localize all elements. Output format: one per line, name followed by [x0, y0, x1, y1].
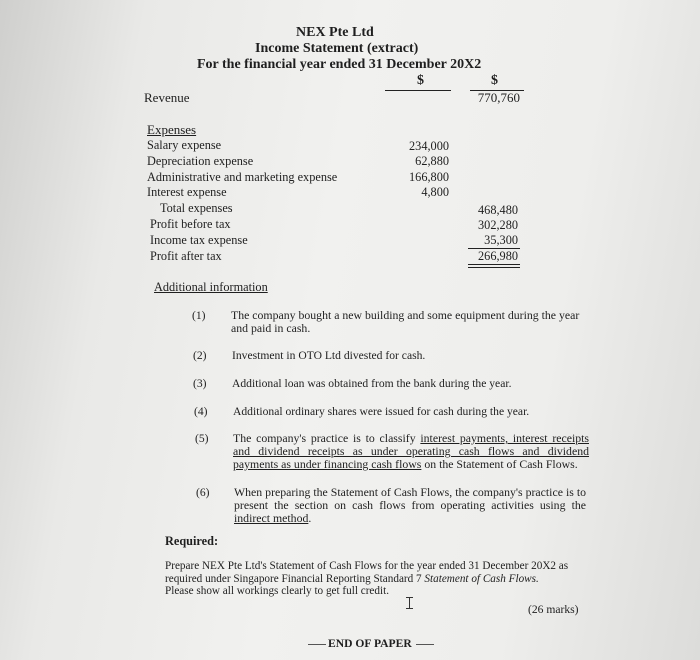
income-tax-label: Income tax expense [150, 233, 248, 247]
end-of-paper: END OF PAPER [328, 637, 412, 650]
expense-label-admin: Administrative and marketing expense [147, 170, 338, 184]
end-rule-right [416, 644, 434, 645]
item-number: (5) [195, 432, 209, 445]
item-number: (3) [193, 377, 207, 390]
profit-after-tax-label: Profit after tax [150, 249, 222, 263]
col1-currency: $ [417, 73, 424, 88]
total-expenses-label: Total expenses [160, 201, 233, 215]
expense-amount-depreciation: 62,880 [415, 154, 449, 168]
expense-label-salary: Salary expense [147, 138, 222, 152]
required-heading: Required: [165, 534, 219, 548]
expense-label-depreciation: Depreciation expense [147, 154, 254, 168]
total-rule-1 [468, 264, 520, 265]
item-text: Additional ordinary shares were issued for cash during the year. [233, 405, 530, 418]
revenue-amount: 770,760 [477, 90, 520, 105]
item-text: When preparing the Statement of Cash Flows, the company's practice is to present the section on cash flows from operating activities using the indirect method. [234, 485, 586, 525]
col1-rule [385, 90, 451, 91]
item-number: (4) [194, 405, 208, 418]
item-number: (2) [193, 349, 207, 362]
item-number: (1) [192, 309, 206, 322]
marks: (26 marks) [528, 603, 579, 616]
profit-before-tax-amount: 302,280 [478, 218, 518, 232]
statement-period: For the financial year ended 31 December 20X2 [197, 57, 482, 72]
end-rule-left [308, 644, 326, 645]
expenses-heading: Expenses [147, 122, 197, 137]
required-text: Prepare NEX Pte Ltd's Statement of Cash Flows for the year ended 31 December 20X2 as required under Singapore Financial Reporting Standard 7 Statement of Cash Flows. Please show all workings clearly to get full credit. [165, 560, 569, 597]
statement-title: Income Statement (extract) [255, 41, 419, 56]
company-name: NEX Pte Ltd [296, 25, 374, 40]
expense-amount-salary: 234,000 [409, 139, 449, 153]
expense-amount-interest: 4,800 [421, 185, 449, 199]
item-text: Investment in OTO Ltd divested for cash. [232, 349, 426, 362]
col2-currency: $ [491, 73, 498, 88]
item-text: Additional loan was obtained from the bank during the year. [232, 377, 512, 390]
profit-before-tax-label: Profit before tax [150, 217, 231, 231]
income-tax-amount: 35,300 [484, 233, 518, 247]
text-cursor-icon [409, 597, 410, 609]
total-expenses-amount: 468,480 [478, 203, 518, 217]
item-text: The company's practice is to classify interest payments, interest receipts and dividend receipts as under operating cash flows and dividend payments as under financing cash flows on the Statement of Cash Flows. [233, 431, 589, 471]
expense-amount-admin: 166,800 [409, 170, 449, 184]
item-number: (6) [196, 486, 210, 499]
total-rule-2 [468, 267, 520, 268]
revenue-label: Revenue [144, 90, 190, 105]
item-text: The company bought a new building and some equipment during the year and paid in cash. [231, 308, 580, 335]
additional-heading: Additional information [154, 280, 268, 294]
profit-after-tax-amount: 266,980 [478, 249, 518, 263]
expense-label-interest: Interest expense [147, 185, 227, 199]
